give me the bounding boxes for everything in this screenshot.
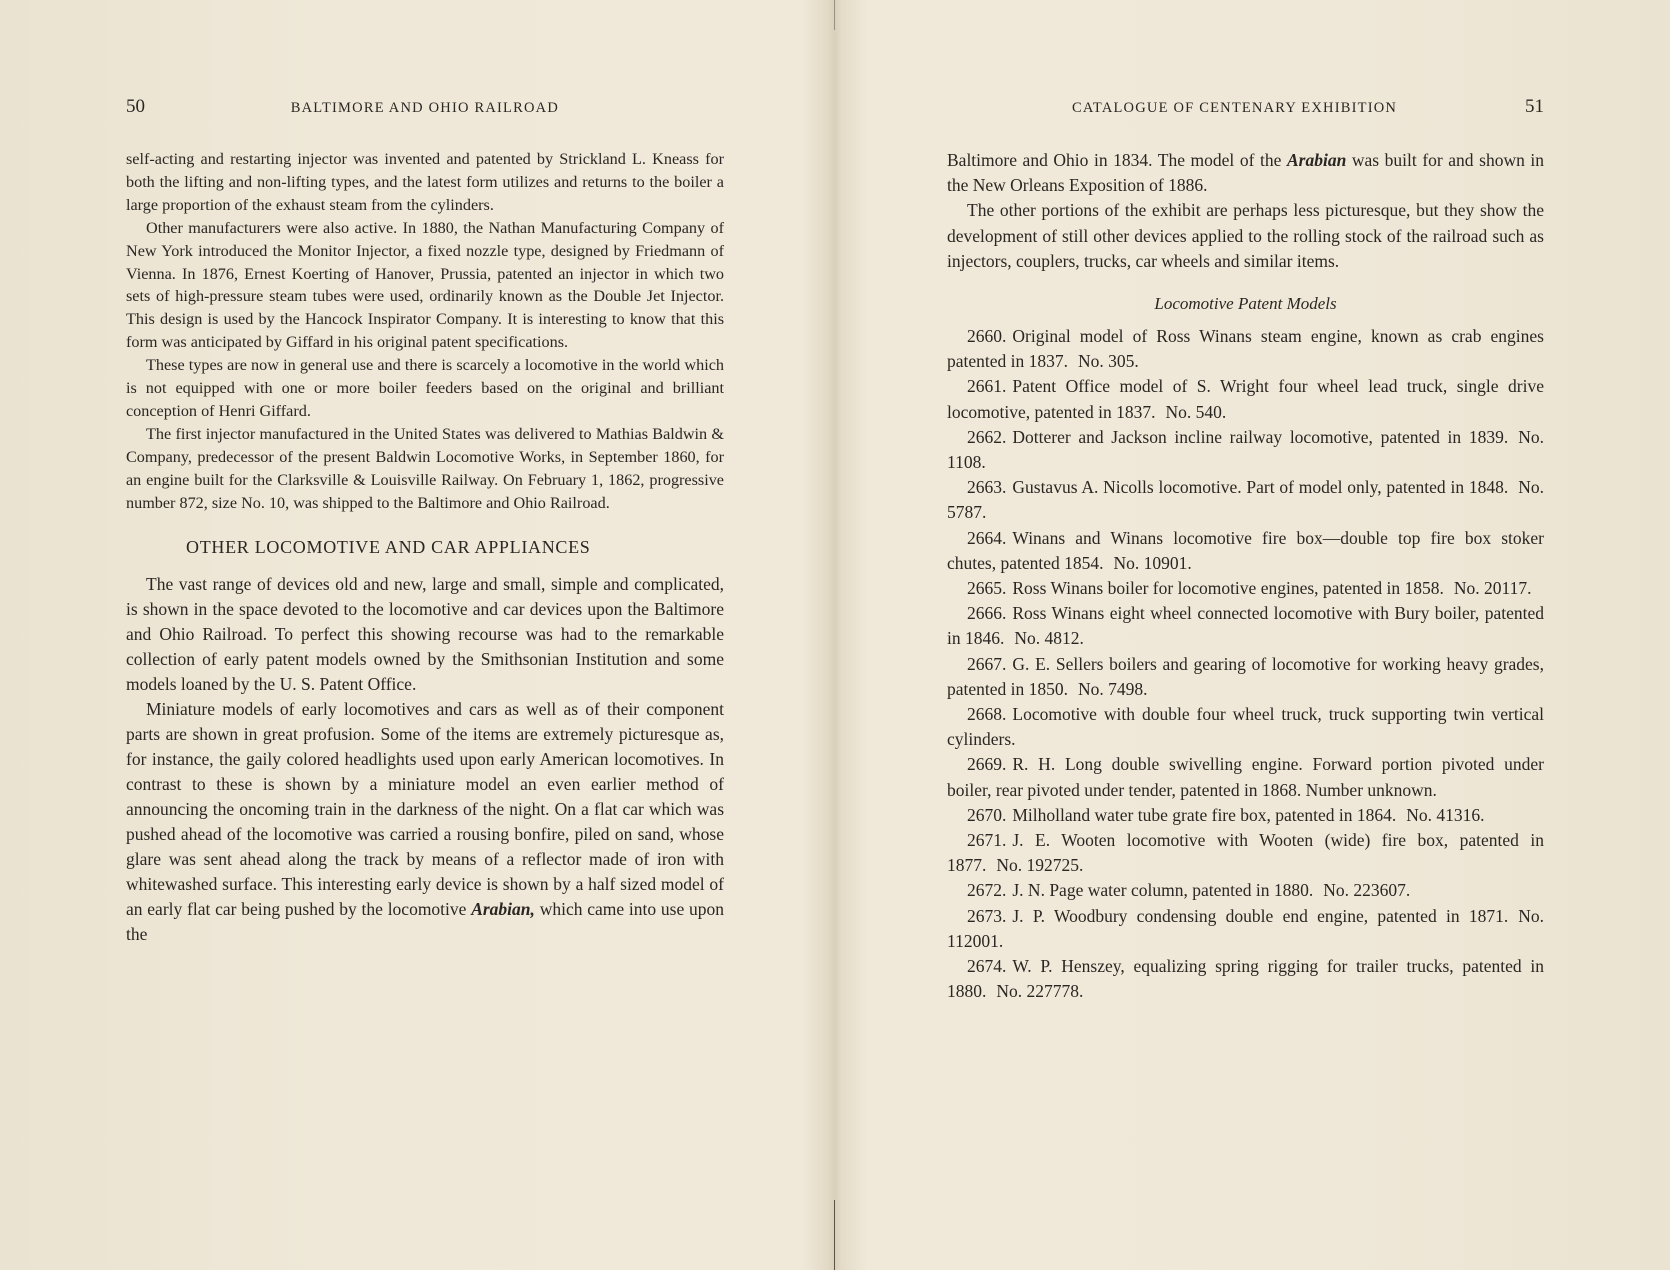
catalogue-entry (947, 652, 1544, 702)
left-running-title: BALTIMORE AND OHIO RAILROAD (290, 100, 559, 116)
entry-number: 2671. (967, 830, 1007, 851)
catalogue-entry (947, 954, 1544, 1004)
entry-number: 2660. (967, 326, 1007, 347)
entry-patent-number: No. 305. (1078, 351, 1139, 372)
entry-text: Winans and Winans locomotive fire box—double top fire box stoker chutes, patented 1854. (947, 527, 1544, 573)
catalogue-entry (947, 526, 1544, 576)
entry-text: R. H. Long double swivelling engine. Forward portion pivoted under boiler, rear pivoted under tender, patented in 1868. Number unknown. (947, 754, 1544, 800)
entry-number: 2666. (967, 603, 1007, 624)
entry-number: 2674. (967, 956, 1007, 977)
entry-text: Original model of Ross Winans steam engine, known as crab engines patented in 1837. (947, 326, 1544, 372)
entry-text: J. N. Page water column, patented in 1880. (1012, 880, 1314, 901)
paragraph: The first injector manufactured in the United States was delivered to Mathias Baldwin & Company, predecessor of the present Baldwin Locomotive Works, in September 1860, for an engine built for the Clarksville & Louisville Railway. On February 1, 1862, progressive number 872, size No. 10, was shipped to the Baltimore and Ohio Railroad. (126, 424, 724, 512)
entry-text: Ross Winans boiler for locomotive engines, patented in 1858. (1012, 578, 1444, 599)
entry-patent-number: No. 227778. (996, 981, 1084, 1002)
right-body (947, 148, 1544, 1005)
entry-number: 2667. (967, 653, 1007, 674)
entry-number: 2670. (967, 804, 1007, 825)
entry-number: 2663. (967, 477, 1007, 498)
entry-text: G. E. Sellers boilers and gearing of locomotive for working heavy grades, patented in 1850. (947, 653, 1544, 699)
catalogue-entry (947, 601, 1544, 651)
left-running-head (126, 96, 724, 136)
catalogue-entry (947, 878, 1544, 903)
entry-text: Patent Office model of S. Wright four wheel lead truck, single drive locomotive, patented in 1837. (947, 376, 1544, 422)
entry-patent-number: No. 41316. (1406, 804, 1485, 825)
entry-patent-number: No. 4812. (1014, 628, 1084, 649)
right-page-number: 51 (1525, 96, 1544, 117)
catalogue-subheading: Locomotive Patent Models (1154, 294, 1337, 314)
right-running-title: CATALOGUE OF CENTENARY EXHIBITION (1072, 100, 1398, 116)
catalogue-entry-list (947, 324, 1544, 1004)
entry-patent-number: No. 5787. (947, 477, 1544, 523)
entry-number: 2661. (967, 376, 1007, 397)
paragraph-text: Miniature models of early locomotives and cars as well as of their component parts are shown in great profusion. Some of the items are extremely picturesque as, for instance, the gaily colored headlights used upon early American locomotives. In contrast to these is shown by a miniature model an even earlier method of announcing the oncoming train in the darkness of the night. On a flat car which was pushed ahead of the locomotive was carried a rousing bonfire, piled on sand, whose glare was sent ahead along the track by means of a reflector made of iron with whitewashed surface. This interesting early device is shown by a half sized model of an early flat car being pushed by the locomotive (126, 698, 724, 919)
italic-ship-name: Arabian, (471, 898, 535, 919)
entry-text: W. P. Henszey, equalizing spring rigging for trailer trucks, patented in 1880. (947, 956, 1544, 1002)
catalogue-entry (947, 904, 1544, 954)
entry-text: Milholland water tube grate fire box, patented in 1864. (1012, 804, 1397, 825)
paragraph (126, 697, 724, 947)
entry-patent-number: No. 112001. (947, 905, 1544, 951)
paragraph-tail: which came into use upon the (126, 898, 725, 944)
catalogue-entry (947, 576, 1544, 601)
right-page (947, 96, 1544, 1005)
catalogue-entry (947, 702, 1544, 752)
italic-ship-name: Arabian (1286, 150, 1347, 170)
paragraph: The other portions of the exhibit are perhaps less picturesque, but they show the development of still other devices applied to the rolling stock of the railroad such as injectors, couplers, trucks, car wheels and similar items. (947, 200, 1544, 271)
catalogue-entry (947, 475, 1544, 525)
left-body (126, 148, 724, 947)
gutter-crease (834, 1200, 835, 1270)
catalogue-entry (947, 324, 1544, 374)
entry-number: 2669. (967, 754, 1007, 775)
left-page-number: 50 (126, 96, 145, 117)
paragraph-text: Baltimore and Ohio in 1834. The model of the (947, 150, 1282, 170)
paragraph: These types are now in general use and there is scarcely a locomotive in the world which is not equipped with one or more boiler feeders based on the original and brilliant conception of Henri Giffard. (126, 356, 724, 420)
entry-patent-number: No. 223607. (1323, 880, 1411, 901)
catalogue-entry (947, 828, 1544, 878)
entry-patent-number: No. 20117. (1453, 578, 1532, 599)
entry-number: 2673. (967, 905, 1007, 926)
entry-patent-number: No. 10901. (1113, 552, 1192, 573)
catalogue-entry (947, 425, 1544, 475)
left-page (126, 96, 724, 947)
catalogue-entry (947, 803, 1544, 828)
right-running-head (947, 96, 1544, 136)
entry-text: Gustavus A. Nicolls locomotive. Part of model only, patented in 1848. (1012, 477, 1509, 498)
entry-text: Locomotive with double four wheel truck, truck supporting twin vertical cylinders. (947, 704, 1544, 750)
entry-patent-number: No. 540. (1165, 401, 1227, 422)
paragraph: Other manufacturers were also active. In 1880, the Nathan Manufacturing Company of New York introduced the Monitor Injector, a fixed nozzle type, designed by Friedmann of Vienna. In 1876, Ernest Koerting of Hanover, Prussia, patented an injector in which two sets of high-pressure steam tubes were used, ordinarily known as the Double Jet Injector. This design is used by the Hancock Inspirator Company. It is interesting to know that this form was anticipated by Giffard in his original patent specifications. (126, 218, 724, 352)
entry-text: Dotterer and Jackson incline railway locomotive, patented in 1839. (1012, 426, 1509, 447)
paragraph: self-acting and restarting injector was invented and patented by Strickland L. Kneass for both the lifting and non-lifting types, and the latest form utilizes and returns to the boiler a large proportion of the exhaust steam from the cylinders. (126, 150, 724, 214)
entry-text: J. P. Woodbury condensing double end engine, patented in 1871. (1012, 905, 1509, 926)
entry-number: 2662. (967, 426, 1007, 447)
gutter-crease-top (834, 0, 835, 30)
entry-patent-number: No. 1108. (947, 426, 1544, 473)
entry-number: 2668. (967, 704, 1007, 725)
entry-patent-number: No. 7498. (1078, 678, 1148, 699)
paragraph (947, 148, 1544, 198)
paragraph-text: was built for and shown in the New Orleans Exposition of 1886. (947, 150, 1545, 196)
entry-number: 2665. (967, 578, 1007, 599)
section-heading: OTHER LOCOMOTIVE AND CAR APPLIANCES (186, 536, 591, 557)
entry-text: J. E. Wooten locomotive with Wooten (wide) fire box, patented in 1877. (947, 830, 1544, 876)
entry-number: 2672. (967, 880, 1007, 901)
entry-text: Ross Winans eight wheel connected locomotive with Bury boiler, patented in 1846. (947, 603, 1544, 649)
paragraph: The vast range of devices old and new, large and small, simple and complicated, is shown in the space devoted to the locomotive and car devices upon the Baltimore and Ohio Railroad. To perfect this showing recourse was had to the remarkable collection of early patent models owned by the Smithsonian Institution and some models loaned by the U. S. Patent Office. (126, 573, 724, 694)
entry-number: 2664. (967, 527, 1007, 548)
catalogue-entry (947, 752, 1544, 802)
entry-patent-number: No. 192725. (996, 855, 1084, 876)
catalogue-entry (947, 374, 1544, 424)
